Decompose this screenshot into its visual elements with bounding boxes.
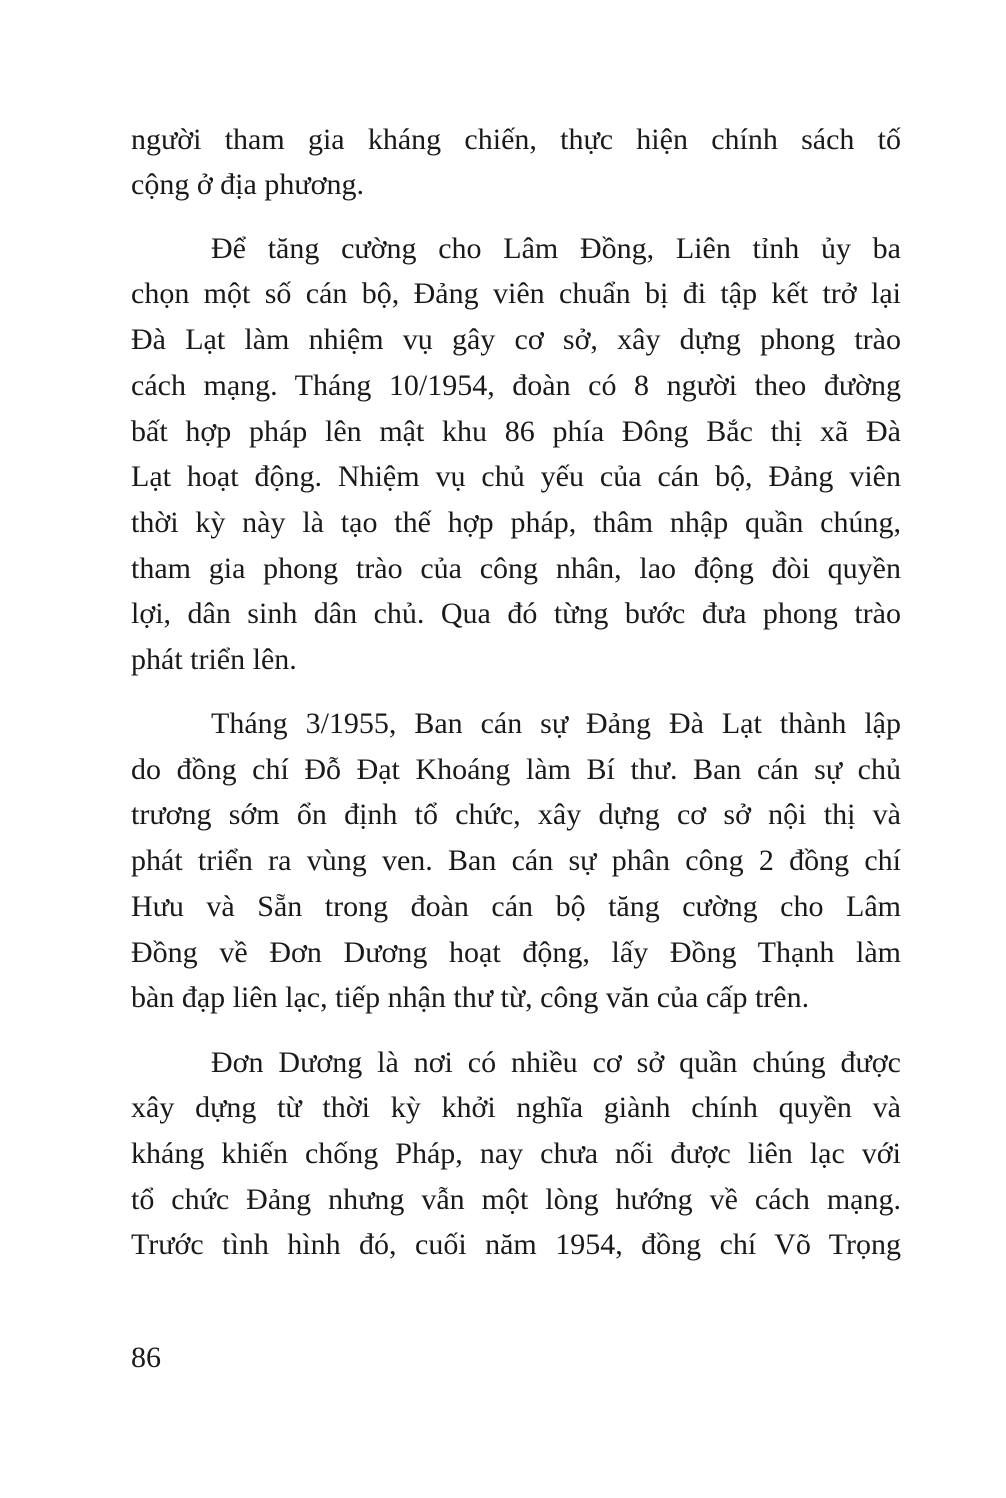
text-line: người tham gia kháng chiến, thực hiện chính sách tố bbox=[131, 123, 901, 156]
text-line: Hưu và Sẵn trong đoàn cán bộ tăng cường cho Lâm bbox=[131, 890, 901, 923]
text-line: trương sớm ổn định tổ chức, xây dựng cơ sở nội thị và bbox=[131, 798, 901, 831]
text-line: bàn đạp liên lạc, tiếp nhận thư từ, công văn của cấp trên. bbox=[131, 981, 810, 1014]
text-line: cách mạng. Tháng 10/1954, đoàn có 8 người theo đường bbox=[131, 369, 901, 402]
text-line: do đồng chí Đỗ Đạt Khoáng làm Bí thư. Ban cán sự chủ bbox=[131, 753, 901, 786]
text-line: xây dựng từ thời kỳ khởi nghĩa giành chính quyền và bbox=[131, 1091, 901, 1124]
text-line: cộng ở địa phương. bbox=[131, 168, 364, 201]
text-line: Đà Lạt làm nhiệm vụ gây cơ sở, xây dựng phong trào bbox=[131, 323, 901, 356]
text-line: tham gia phong trào của công nhân, lao động đòi quyền bbox=[131, 552, 901, 585]
text-line: Tháng 3/1955, Ban cán sự Đảng Đà Lạt thành lập bbox=[211, 707, 901, 740]
text-line: Để tăng cường cho Lâm Đồng, Liên tỉnh ủy ba bbox=[211, 232, 901, 265]
text-line: thời kỳ này là tạo thế hợp pháp, thâm nhập quần chúng, bbox=[131, 506, 901, 539]
text-line: Lạt hoạt động. Nhiệm vụ chủ yếu của cán bộ, Đảng viên bbox=[131, 460, 901, 493]
text-line: chọn một số cán bộ, Đảng viên chuẩn bị đi tập kết trở lại bbox=[131, 277, 901, 310]
text-line: tổ chức Đảng nhưng vẫn một lòng hướng về cách mạng. bbox=[131, 1183, 901, 1216]
text-line: phát triển lên. bbox=[131, 643, 297, 676]
text-line: lợi, dân sinh dân chủ. Qua đó từng bước đưa phong trào bbox=[131, 597, 901, 630]
text-line: kháng khiến chống Pháp, nay chưa nối được liên lạc với bbox=[131, 1137, 901, 1170]
text-line: Đơn Dương là nơi có nhiều cơ sở quần chúng được bbox=[211, 1046, 901, 1079]
text-line: Trước tình hình đó, cuối năm 1954, đồng chí Võ Trọng bbox=[131, 1228, 901, 1261]
text-line: phát triển ra vùng ven. Ban cán sự phân công 2 đồng chí bbox=[131, 844, 901, 877]
text-line: Đồng về Đơn Dương hoạt động, lấy Đồng Thạnh làm bbox=[131, 936, 901, 969]
text-line: bất hợp pháp lên mật khu 86 phía Đông Bắc thị xã Đà bbox=[131, 415, 901, 448]
page-number: 86 bbox=[131, 1341, 161, 1374]
